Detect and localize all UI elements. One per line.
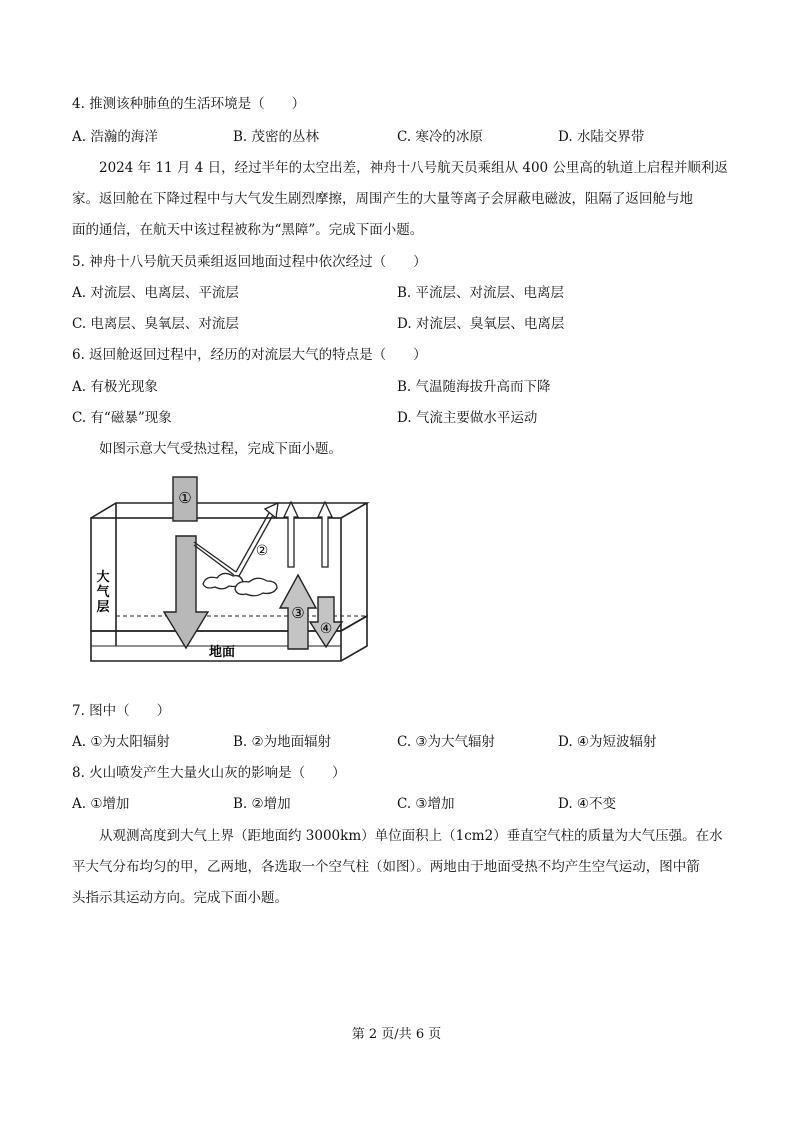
q6-option-d: D. 气流主要做水平运动 — [397, 410, 538, 426]
q6-options-row-2 — [72, 408, 732, 428]
label-atmosphere-2: 气 — [96, 585, 110, 600]
figure-intro: 如图示意大气受热过程，完成下面小题。 — [99, 441, 342, 457]
q7-option-d: D. ④为短波辐射 — [558, 734, 657, 750]
q6-option-c: C. 有“磁暴”现象 — [72, 410, 172, 426]
mark-4: ④ — [319, 621, 333, 637]
q6-option-b: B. 气温随海拔升高而下降 — [397, 379, 551, 395]
q4-option-d: D. 水陆交界带 — [558, 129, 645, 145]
q7-stem: 7. 图中（ ） — [72, 703, 171, 719]
q7-options — [72, 732, 732, 752]
page-footer: 第 2 页/共 6 页 — [351, 1027, 442, 1042]
passage3-line-1: 从观测高度到大气上界（距地面约 3000km）单位面积上（1cm2）垂直空气柱的质量为大气压强。在水 — [99, 828, 723, 844]
q5-option-a: A. 对流层、电离层、平流层 — [72, 285, 239, 301]
up-arrow-right — [318, 502, 332, 567]
q8-option-a: A. ①增加 — [72, 796, 130, 812]
q8-options — [72, 794, 732, 814]
q7-option-b: B. ②为地面辐射 — [233, 734, 332, 750]
label-atmosphere-1: 大 — [96, 570, 110, 585]
q4-stem: 4. 推测该种肺鱼的生活环境是（ ） — [72, 96, 306, 112]
q4-option-a: A. 浩瀚的海洋 — [72, 129, 158, 145]
q6-option-a: A. 有极光现象 — [72, 379, 158, 395]
passage3-line-2: 平大气分布均匀的甲，乙两地，各选取一个空气柱（如图）。两地由于地面受热不均产生空气运动，图中箭 — [72, 859, 700, 875]
q6-options-row-1 — [72, 377, 732, 397]
q4-option-b: B. 茂密的丛林 — [233, 129, 320, 145]
label-ground: 地面 — [208, 645, 236, 660]
passage3-line-3: 头指示其运动方向。完成下面小题。 — [72, 890, 288, 906]
passage1-line-2: 家。返回舱在下降过程中与大气发生剧烈摩擦，周围产生的大量等离子会屏蔽电磁波，阻隔了返回舱与地 — [72, 191, 693, 207]
q5-option-b: B. 平流层、对流层、电离层 — [397, 285, 565, 301]
passage1-line-3: 面的通信，在航天中该过程被称为“黑障”。完成下面小题。 — [72, 222, 424, 238]
q5-option-c: C. 电离层、臭氧层、对流层 — [72, 316, 239, 332]
q5-options-row-1 — [72, 283, 732, 303]
up-arrow-left — [284, 502, 298, 567]
q5-options-row-2 — [72, 314, 732, 334]
q7-option-a: A. ①为太阳辐射 — [72, 734, 170, 750]
q6-stem: 6. 返回舱返回过程中，经历的对流层大气的特点是（ ） — [72, 347, 427, 363]
q4-options — [72, 127, 732, 147]
q7-option-c: C. ③为大气辐射 — [397, 734, 496, 750]
label-atmosphere-3: 层 — [96, 600, 110, 615]
q4-option-c: C. 寒冷的冰原 — [397, 129, 483, 145]
mark-1: ① — [178, 489, 192, 507]
q5-stem: 5. 神舟十八号航天员乘组返回地面过程中依次经过（ ） — [72, 254, 427, 270]
q8-option-b: B. ②增加 — [233, 796, 291, 812]
passage1-line-1: 2024 年 11 月 4 日，经过半年的太空出差，神舟十八号航天员乘组从 400 公里高的轨道上启程并顺利返 — [99, 160, 728, 176]
mark-2: ② — [255, 543, 269, 559]
box-right-face — [341, 503, 367, 631]
q5-option-d: D. 对流层、臭氧层、电离层 — [397, 316, 565, 332]
atmosphere-heating-diagram — [84, 472, 384, 687]
q8-stem: 8. 火山喷发产生大量火山灰的影响是（ ） — [72, 765, 346, 781]
q8-option-d: D. ④不变 — [558, 796, 617, 812]
mark-3: ③ — [291, 604, 305, 622]
q8-option-c: C. ③增加 — [397, 796, 455, 812]
